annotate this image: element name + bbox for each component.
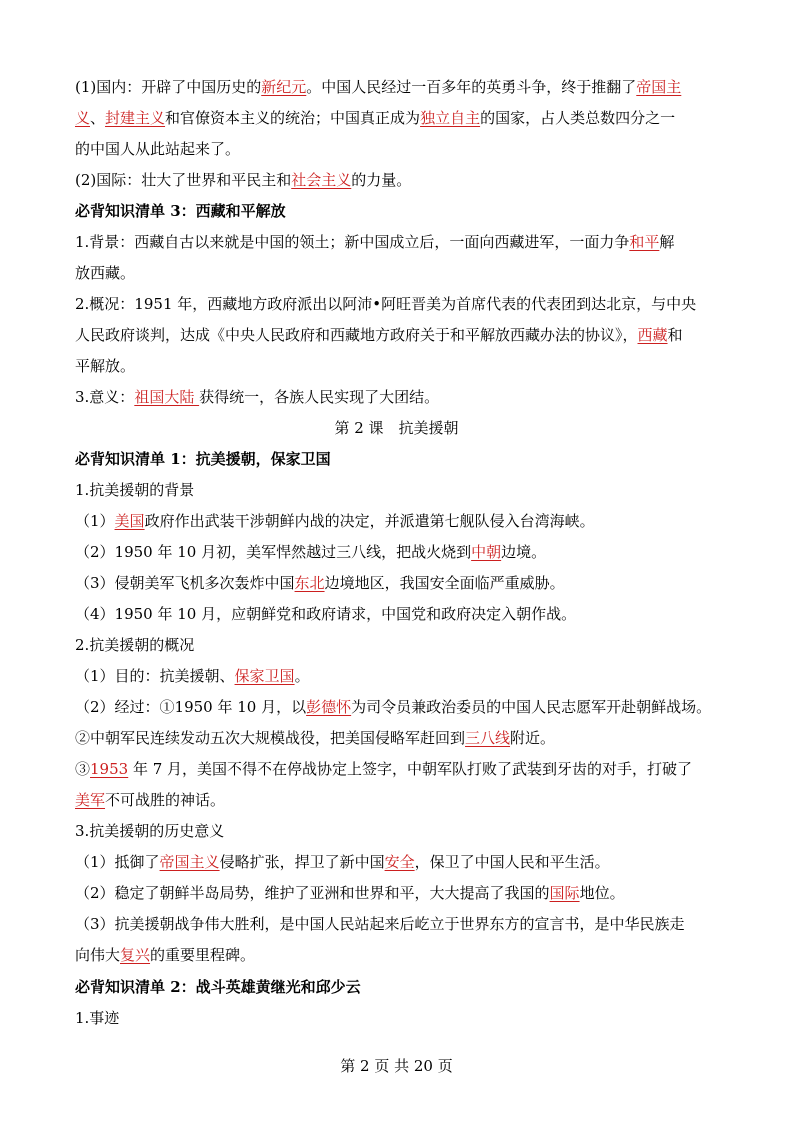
text-segment: 为司令员兼政治委员的中国人民志愿军开赴朝鲜战场。 (351, 698, 712, 716)
text-segment: (1)国内：开辟了中国历史的 (75, 78, 262, 96)
text-segment: （1）目的：抗美援朝、 (75, 667, 235, 685)
text-line (75, 108, 725, 128)
text-line (75, 294, 725, 314)
keyword-answer: 社会主义 (291, 171, 352, 189)
text-segment: （3）侵朝美军飞机多次轰炸中国 (75, 574, 295, 592)
text-segment: （4）1950 年 10 月，应朝鲜党和政府请求，中国党和政府决定入朝作战。 (75, 605, 577, 623)
subheading (75, 480, 725, 500)
text-segment: 第 2 课 抗美援朝 (334, 419, 459, 437)
text-segment: 3.抗美援朝的历史意义 (75, 822, 225, 840)
text-segment: 不可战胜的神话。 (105, 791, 226, 809)
text-segment: （1） (75, 512, 115, 530)
text-segment: 、 (90, 109, 106, 127)
subheading (75, 635, 725, 655)
section-heading (75, 977, 725, 997)
text-line (75, 542, 725, 562)
keyword-answer: 三八线 (465, 729, 511, 747)
text-segment: 1.事迹 (75, 1009, 120, 1027)
keyword-answer: 保家卫国 (234, 667, 295, 685)
text-segment: 的国家，占人类总数四分之一 (480, 109, 676, 127)
text-segment: 必背知识清单 1：抗美援朝，保家卫国 (75, 450, 331, 468)
keyword-answer: 帝国主义 (159, 853, 220, 871)
page-footer: 第 2 页 共 20 页 (340, 1057, 453, 1075)
text-line (75, 356, 725, 376)
keyword-answer: 东北 (294, 574, 325, 592)
subheading (75, 1008, 725, 1028)
text-segment: （1）抵御了 (75, 853, 160, 871)
subheading (75, 821, 725, 841)
text-segment: 地位。 (579, 884, 625, 902)
keyword-answer: 独立自主 (420, 109, 481, 127)
text-segment: 年 7 月，美国不得不在停战协定上签字，中朝军队打败了武装到牙齿的对手，打破了 (128, 760, 693, 778)
text-line (75, 77, 725, 97)
text-segment: ，保卫了中国人民和平生活。 (414, 853, 610, 871)
text-line (75, 170, 725, 190)
text-line (75, 232, 725, 252)
keyword-answer: 美国 (114, 512, 145, 530)
text-line (75, 325, 725, 345)
text-segment: 必背知识清单 3：西藏和平解放 (75, 202, 286, 220)
text-segment: 平解放。 (75, 357, 136, 375)
text-line (75, 945, 725, 965)
text-line (75, 790, 725, 810)
text-segment: 附近。 (510, 729, 556, 747)
text-segment: 。 (294, 667, 310, 685)
keyword-answer: 西藏 (637, 326, 668, 344)
text-line (75, 883, 725, 903)
text-segment: 获得统一，各族人民实现了大团结。 (199, 388, 440, 406)
keyword-answer: 复兴 (120, 946, 151, 964)
text-segment: 政府作出武装干涉朝鲜内战的决定，并派遣第七舰队侵入台湾海峡。 (144, 512, 595, 530)
text-segment: 放西藏。 (75, 264, 136, 282)
text-segment: （2）经过：①1950 年 10 月，以 (75, 698, 307, 716)
text-line (75, 139, 725, 159)
text-line (75, 263, 725, 283)
text-segment: 2.抗美援朝的概况 (75, 636, 195, 654)
text-line (75, 697, 725, 717)
text-segment: 的中国人从此站起来了。 (75, 140, 241, 158)
text-line (75, 914, 725, 934)
text-line (75, 604, 725, 624)
text-segment: (2)国际：壮大了世界和平民主和 (75, 171, 292, 189)
text-segment: 1.背景：西藏自古以来就是中国的领土；新中国成立后，一面向西藏进军，一面力争 (75, 233, 630, 251)
keyword-answer: 美军 (75, 791, 106, 809)
keyword-answer: 祖国大陆 (134, 388, 200, 406)
keyword-answer: 中朝 (471, 543, 502, 561)
text-segment: 边境地区，我国安全面临严重威胁。 (324, 574, 565, 592)
text-segment: 侵略扩张，捍卫了新中国 (219, 853, 385, 871)
text-line (75, 852, 725, 872)
text-segment: 的力量。 (351, 171, 412, 189)
text-segment: 1.抗美援朝的背景 (75, 481, 195, 499)
text-segment: （2）1950 年 10 月初，美军悍然越过三八线，把战火烧到 (75, 543, 472, 561)
lesson-title (0, 418, 793, 438)
text-segment: 解 (659, 233, 675, 251)
text-segment: 。中国人民经过一百多年的英勇斗争，终于推翻了 (306, 78, 637, 96)
text-segment: 必背知识清单 2：战斗英雄黄继光和邱少云 (75, 978, 361, 996)
keyword-answer: 国际 (549, 884, 580, 902)
keyword-answer: 安全 (384, 853, 415, 871)
section-heading (75, 449, 725, 469)
text-segment: 的重要里程碑。 (150, 946, 256, 964)
text-segment: 和官僚资本主义的统治；中国真正成为 (165, 109, 421, 127)
text-segment: 3.意义： (75, 388, 135, 406)
keyword-answer: 和平 (629, 233, 660, 251)
keyword-answer: 封建主义 (105, 109, 166, 127)
text-segment: ②中朝军民连续发动五次大规模战役，把美国侵略军赶回到 (75, 729, 466, 747)
keyword-answer: 帝国主 (636, 78, 682, 96)
text-segment: （3）抗美援朝战争伟大胜利，是中国人民站起来后屹立于世界东方的宣言书，是中华民族走 (75, 915, 685, 933)
text-segment: ③ (75, 760, 91, 778)
keyword-answer: 1953 (90, 760, 129, 778)
text-line (75, 759, 725, 779)
text-line (75, 728, 725, 748)
text-segment: 和 (667, 326, 683, 344)
text-line (75, 573, 725, 593)
text-segment: 向伟大 (75, 946, 121, 964)
text-segment: 人民政府谈判，达成《中央人民政府和西藏地方政府关于和平解放西藏办法的协议》， (75, 326, 638, 344)
keyword-answer: 彭德怀 (306, 698, 352, 716)
text-line (75, 387, 725, 407)
text-line (75, 666, 725, 686)
keyword-answer: 义 (75, 109, 91, 127)
text-segment: 2.概况：1951 年，西藏地方政府派出以阿沛•阿旺晋美为首席代表的代表团到达北京，与中央 (75, 295, 697, 313)
section-heading (75, 201, 725, 221)
text-segment: 边境。 (501, 543, 547, 561)
text-segment: （2）稳定了朝鲜半岛局势，维护了亚洲和世界和平，大大提高了我国的 (75, 884, 550, 902)
text-line (75, 511, 725, 531)
keyword-answer: 新纪元 (261, 78, 307, 96)
